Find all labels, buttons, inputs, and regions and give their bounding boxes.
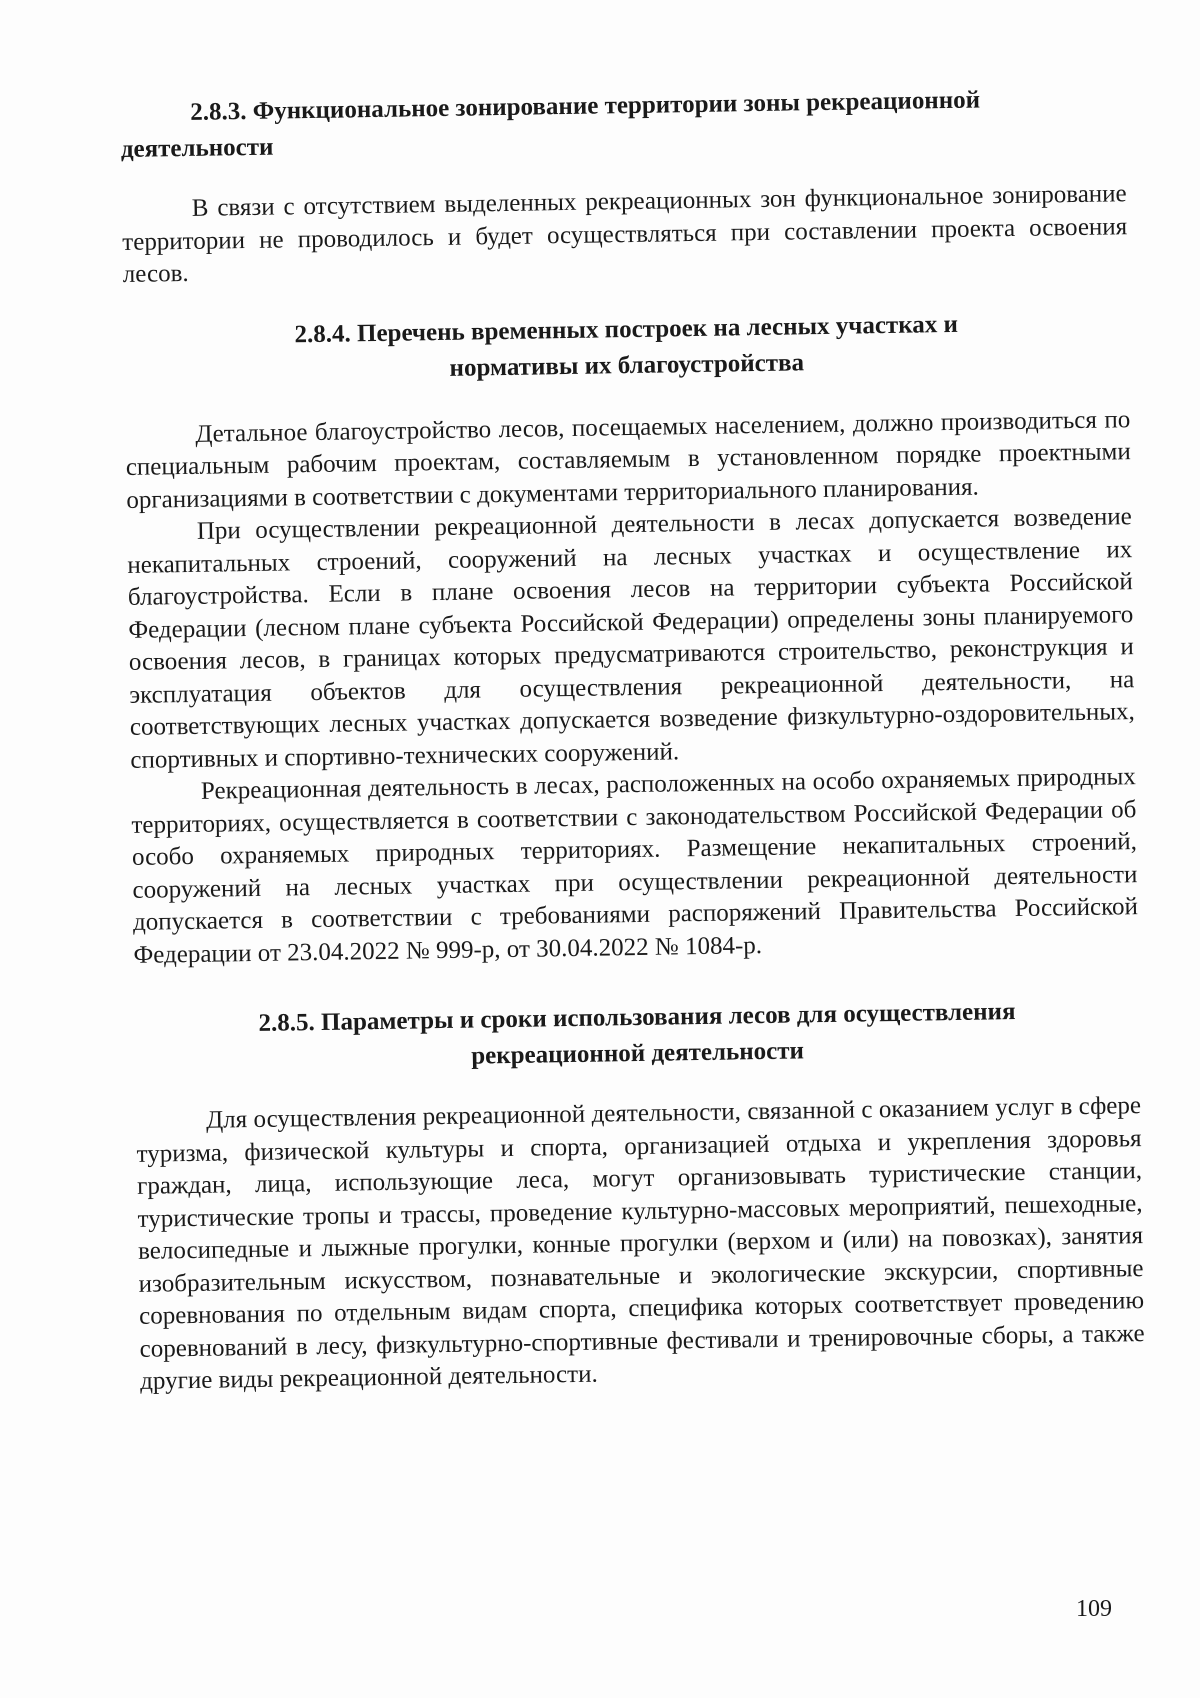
paragraph-2-8-3-1: В связи с отсутствием выделенных рекреационных зон функциональное зонирование территории не проводилось и будет осуществляться при составлении проекта освоения лесов. bbox=[122, 180, 1128, 288]
paragraph-2-8-5-1: Для осуществления рекреационной деятельности, связанной с оказанием услуг в сфере туризма, физической культуры и спорта, организацией отдыха и укрепления здоровья граждан, лица, использующие леса, могут организовывать туристические станции, туристические тропы и трассы, проведение культурно-массовых мероприятий, пешеходные, велосипедные и лыжные прогулки, конные прогулки (верхом и (или) на повозках), занятия изобразительным искусством, познавательные и экологические экскурсии, спортивные соревнования по отдельным видам спорта, специфика которых соответствует проведению соревнований в лесу, физкультурно-спортивные фестивали и тренировочные сборы, а также другие виды рекреационной деятельности. bbox=[136, 1092, 1145, 1395]
section-heading-2-8-3: 2.8.3. Функциональное зонирование территории зоны рекреационной деятельности bbox=[120, 86, 981, 163]
section-heading-2-8-4-line1: 2.8.4. Перечень временных построек на лесных участках и bbox=[294, 310, 959, 348]
page-number: 109 bbox=[1076, 1596, 1112, 1622]
paragraph-2-8-4-2: При осуществлении рекреационной деятельности в лесах допускается возведение некапитальных строений, сооружений на лесных участках и осуществление их благоустройства. Если в плане освоения лесов на территории субъекта Российской Федерации (лесном плане субъекта Российской Федерации) определены зоны планируемого освоения лесов, в границах которых предусматриваются строительство, реконструкция и эксплуатация объектов для осуществления рекреационной деятельности, на соответствующих лесных участках допускается возведение физкультурно-оздоровительных, спортивных и спортивно-технических сооружений. bbox=[127, 503, 1136, 774]
paragraph-2-8-4-3: Рекреационная деятельность в лесах, расположенных на особо охраняемых природных территориях, осуществляется в соответствии с законодательством Российской Федерации об особо охраняемых природных территориях. Размещение некапитальных строений, сооружений на лесных участках при осуществлении рекреационной деятельности допускается в соответствии с требованиями распоряжений Правительства Российской Федерации от 23.04.2022 № 999-р, от 30.04.2022 № 1084-р. bbox=[131, 763, 1139, 969]
section-heading-2-8-5-line2: рекреационной деятельности bbox=[471, 1037, 805, 1070]
section-heading-2-8-4-line2: нормативы их благоустройства bbox=[449, 348, 805, 382]
page-content bbox=[120, 80, 1145, 1398]
paragraph-2-8-4-1: Детальное благоустройство лесов, посещаемых населением, должно производиться по специальным рабочим проектам, составляемым в установленном порядке проектными организациями в соответствии с документами территориального планирования. bbox=[125, 405, 1131, 514]
section-heading-2-8-5-line1: 2.8.5. Параметры и сроки использования лесов для осуществления bbox=[258, 998, 1016, 1037]
